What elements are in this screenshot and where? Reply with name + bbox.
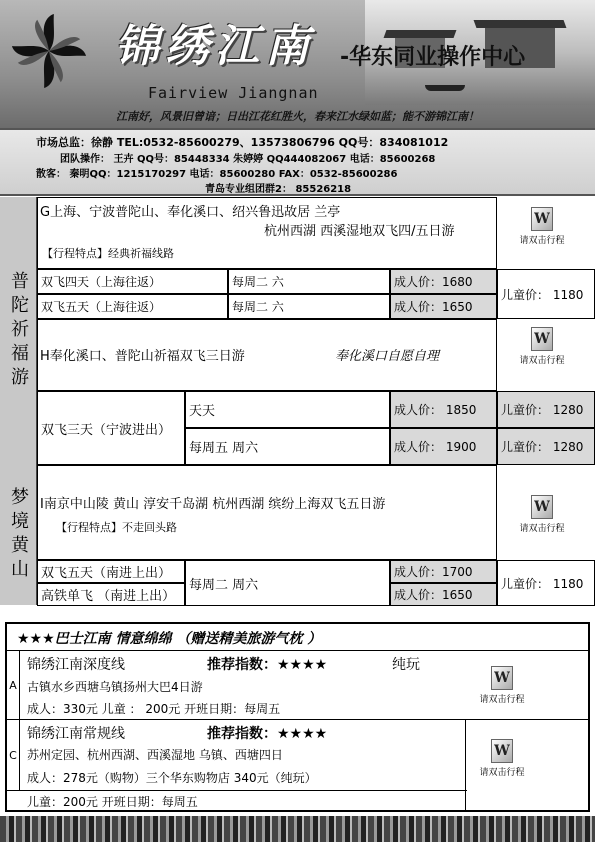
- route-g-row1-days: 每周二 六: [228, 269, 390, 294]
- doc-link-label: 请双击行程: [479, 768, 525, 778]
- route-g-row1-name: 双飞四天（上海往返）: [37, 269, 228, 294]
- word-doc-icon: W: [531, 495, 553, 519]
- word-doc-icon: W: [491, 739, 513, 763]
- route-h-name: 双飞三天（宁波进出）: [37, 391, 185, 465]
- route-a-name: 锦绣江南深度线: [27, 657, 125, 673]
- route-i-row2-price: 成人价：1650: [390, 583, 497, 606]
- decorative-footer-band: [0, 816, 595, 842]
- route-c-name: 锦绣江南常规线: [27, 726, 125, 742]
- pinwheel-logo-icon: [10, 12, 88, 90]
- contact-line-individual: 散客： 秦明QQ：1215170297 电话：85600280 FAX：0532-85600286: [36, 169, 398, 180]
- route-a-doc-link[interactable]: [472, 666, 532, 705]
- sidebar-huangshan: 梦境黄山: [0, 465, 37, 605]
- route-h-row2-days: 每周五 周六: [185, 428, 390, 465]
- route-i-row1-name: 双飞五天（南进上出）: [37, 560, 185, 583]
- route-i-days: 每周二 周六: [185, 560, 390, 606]
- route-c-doc-link[interactable]: [472, 739, 532, 778]
- route-c-letter: C: [7, 720, 20, 790]
- contact-info: [0, 128, 595, 196]
- route-i-feature: 【行程特点】不走回头路: [56, 521, 177, 534]
- route-i-row2-name: 高铁单飞 （南进上出）: [37, 583, 185, 606]
- route-g-box: [37, 197, 497, 269]
- slogan: 江南好，风景旧曾谙；日出江花红胜火，春来江水绿如蓝；能不游锦江南！: [116, 110, 479, 123]
- divider: [465, 720, 466, 810]
- sidebar-putuo: 普陀祈福游: [0, 197, 37, 465]
- route-i-doc-link[interactable]: [512, 495, 572, 534]
- doc-link-label: 请双击行程: [479, 695, 525, 705]
- route-a-rating: 推荐指数：★★★★: [207, 657, 328, 673]
- route-i-title: I南京中山陵 黄山 淳安千岛湖 杭州西湖 缤纷上海双飞五日游: [40, 497, 386, 512]
- route-h-note: 奉化溪口自愿自理: [335, 349, 440, 364]
- route-g-doc-link[interactable]: [512, 207, 572, 246]
- route-i-child-price: 儿童价： 1180: [497, 560, 595, 606]
- route-g-row2-price: 成人价：1650: [390, 294, 497, 319]
- route-g-title: G上海、宁波普陀山、奉化溪口、绍兴鲁迅故居 兰亭: [40, 205, 341, 220]
- route-a-price: 成人：330元 儿童 ： 200元 开班日期：每周五: [27, 702, 281, 716]
- route-h-box: [37, 319, 497, 391]
- route-h-row1-child: 儿童价： 1280: [497, 391, 595, 428]
- english-name: Fairview Jiangnan: [148, 84, 319, 102]
- route-i-row1-price: 成人价：1700: [390, 560, 497, 583]
- route-g-title-line2: 杭州西湖 西溪湿地双飞四/五日游: [264, 224, 455, 239]
- doc-link-label: 请双击行程: [519, 524, 565, 534]
- route-h-doc-link[interactable]: [512, 327, 572, 366]
- route-g-row2-name: 双飞五天（上海往返）: [37, 294, 228, 319]
- bus-section-title: ★★★巴士江南 情意绵绵 （赠送精美旅游气枕 ）: [17, 631, 322, 647]
- route-h-row2-child: 儿童价： 1280: [497, 428, 595, 465]
- route-a-letter: A: [7, 651, 20, 719]
- route-g-feature: 【行程特点】经典祈福线路: [42, 247, 174, 260]
- word-doc-icon: W: [531, 327, 553, 351]
- route-h-title: H奉化溪口、普陀山祈福双飞三日游: [40, 349, 245, 364]
- header-banner: [0, 0, 595, 128]
- doc-link-label: 请双击行程: [519, 236, 565, 246]
- header-subtitle: -华东同业操作中心: [340, 45, 526, 70]
- divider: [7, 790, 467, 791]
- route-h-row1-price: 成人价： 1850: [390, 391, 497, 428]
- word-doc-icon: W: [531, 207, 553, 231]
- route-c-rating: 推荐指数：★★★★: [207, 726, 328, 742]
- doc-link-label: 请双击行程: [519, 356, 565, 366]
- route-c-price-child: 儿童：200元 开班日期：每周五: [27, 795, 198, 809]
- contact-line-group: 青岛专业组团群2： 85526218: [205, 184, 352, 195]
- route-g-child-price: 儿童价： 1180: [497, 269, 595, 319]
- route-h-row2-price: 成人价： 1900: [390, 428, 497, 465]
- route-c-price: 成人：278元（购物）三个华东购物店 340元（纯玩）: [27, 771, 317, 785]
- contact-line-team: 团队操作： 王卉 QQ号：85448334 朱婷婷 QQ444082067 电话：85600268: [60, 154, 436, 165]
- route-i-box: [37, 465, 497, 560]
- route-a-desc: 古镇水乡西塘乌镇扬州大巴4日游: [27, 680, 203, 694]
- word-doc-icon: W: [491, 666, 513, 690]
- route-a-tag: 纯玩: [392, 657, 420, 673]
- route-g-row1-price: 成人价：1680: [390, 269, 497, 294]
- divider: [7, 719, 588, 720]
- bus-tour-section: [5, 622, 590, 812]
- divider: [7, 650, 588, 651]
- route-h-row1-days: 天天: [185, 391, 390, 428]
- contact-line-director: 市场总监：徐静 TEL:0532-85600279、13573806796 QQ号：834081012: [36, 136, 449, 149]
- brand-title: 锦绣江南: [115, 21, 315, 72]
- route-g-row2-days: 每周二 六: [228, 294, 390, 319]
- route-c-desc: 苏州定园、杭州西湖、西溪湿地 乌镇、西塘四日: [27, 748, 283, 762]
